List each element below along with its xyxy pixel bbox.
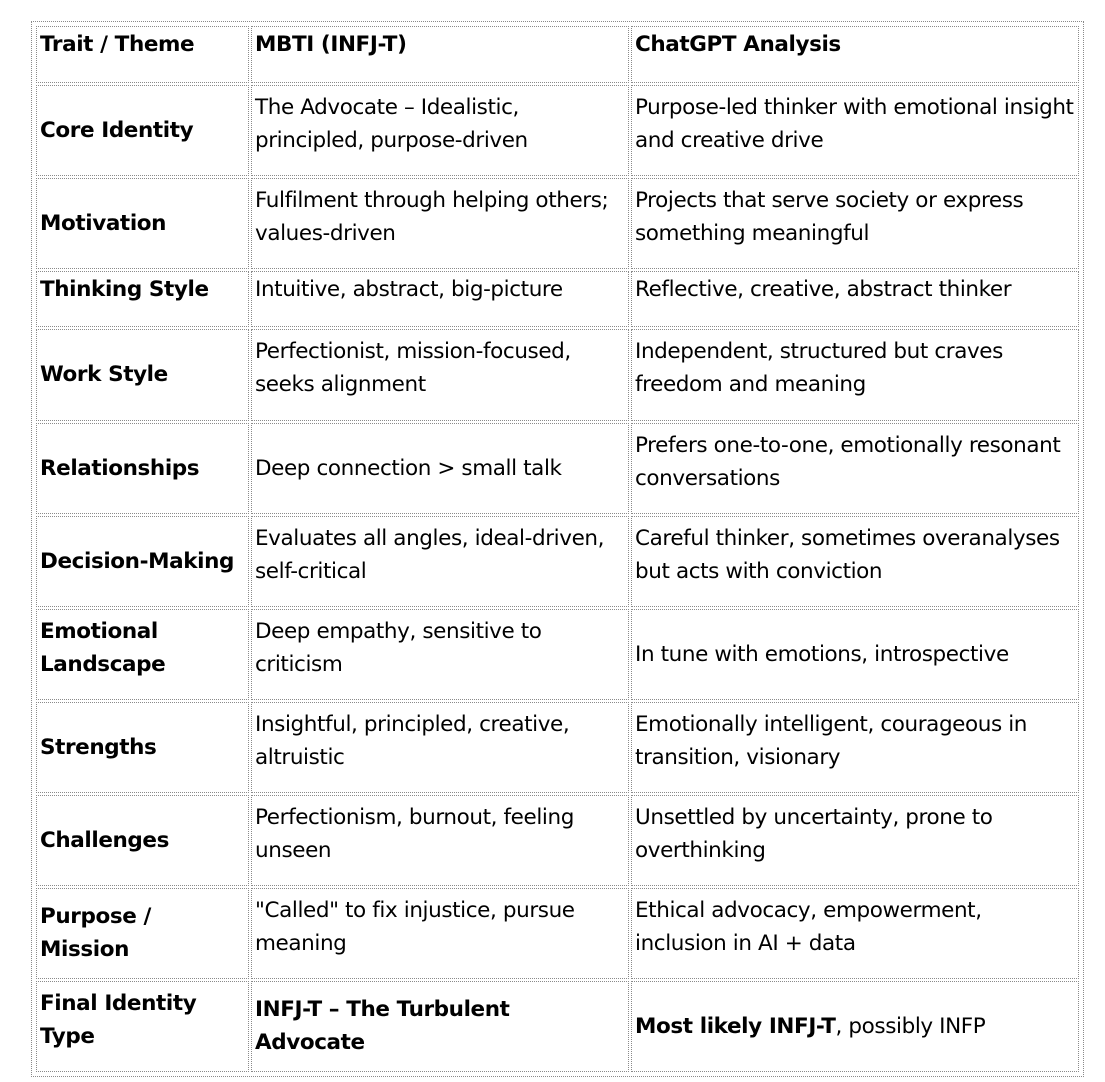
mbti-cell: Intuitive, abstract, big-picture xyxy=(251,271,629,328)
table-row xyxy=(36,85,1079,176)
mbti-cell: Evaluates all angles, ideal-driven, self-critical xyxy=(251,516,629,607)
chatgpt-cell: Ethical advocacy, empowerment, inclusion in AI + data xyxy=(631,888,1079,979)
trait-cell: Purpose / Mission xyxy=(36,888,249,979)
chatgpt-cell: Emotionally intelligent, courageous in transition, visionary xyxy=(631,702,1079,793)
mbti-cell: Fulfilment through helping others; values-driven xyxy=(251,178,629,269)
trait-cell: Decision-Making xyxy=(36,516,249,607)
trait-cell: Strengths xyxy=(36,702,249,793)
table-row xyxy=(36,981,1079,1072)
table-row xyxy=(36,423,1079,514)
chatgpt-cell: Purpose-led thinker with emotional insight and creative drive xyxy=(631,85,1079,176)
comparison-table xyxy=(34,24,1081,1074)
header-cell-mbti: MBTI (INFJ-T) xyxy=(251,26,629,83)
trait-cell: Emotional Landscape xyxy=(36,609,249,700)
mbti-cell: Perfectionism, burnout, feeling unseen xyxy=(251,795,629,886)
table-row xyxy=(36,795,1079,886)
table-row xyxy=(36,178,1079,269)
mbti-cell: INFJ-T – The Turbulent Advocate xyxy=(251,981,629,1072)
chatgpt-cell: Reflective, creative, abstract thinker xyxy=(631,271,1079,328)
chatgpt-cell-rest: , possibly INFP xyxy=(835,1013,986,1039)
chatgpt-cell: Prefers one-to-one, emotionally resonant conversations xyxy=(631,423,1079,514)
mbti-cell: The Advocate – Idealistic, principled, purpose-driven xyxy=(251,85,629,176)
chatgpt-cell: Independent, structured but craves freedom and meaning xyxy=(631,329,1079,420)
trait-cell: Thinking Style xyxy=(36,271,249,328)
trait-cell: Final Identity Type xyxy=(36,981,249,1072)
chatgpt-cell: In tune with emotions, introspective xyxy=(631,609,1079,700)
chatgpt-cell-bold: Most likely INFJ-T xyxy=(635,1013,836,1039)
mbti-cell: Insightful, principled, creative, altruistic xyxy=(251,702,629,793)
trait-cell: Motivation xyxy=(36,178,249,269)
trait-cell: Challenges xyxy=(36,795,249,886)
table-row xyxy=(36,888,1079,979)
trait-cell: Work Style xyxy=(36,329,249,420)
table-row xyxy=(36,329,1079,420)
chatgpt-cell: Unsettled by uncertainty, prone to overthinking xyxy=(631,795,1079,886)
mbti-cell: Perfectionist, mission-focused, seeks alignment xyxy=(251,329,629,420)
table-header-row xyxy=(36,26,1079,83)
trait-cell: Relationships xyxy=(36,423,249,514)
table-row xyxy=(36,516,1079,607)
mbti-cell: "Called" to fix injustice, pursue meaning xyxy=(251,888,629,979)
chatgpt-cell: Careful thinker, sometimes overanalyses but acts with conviction xyxy=(631,516,1079,607)
chatgpt-cell: Projects that serve society or express something meaningful xyxy=(631,178,1079,269)
chatgpt-cell xyxy=(631,981,1079,1072)
mbti-cell: Deep connection > small talk xyxy=(251,423,629,514)
header-cell-chatgpt: ChatGPT Analysis xyxy=(631,26,1079,83)
mbti-cell: Deep empathy, sensitive to criticism xyxy=(251,609,629,700)
trait-cell: Core Identity xyxy=(36,85,249,176)
table-row xyxy=(36,609,1079,700)
comparison-table-frame xyxy=(31,21,1084,1077)
header-cell-trait: Trait / Theme xyxy=(36,26,249,83)
table-row xyxy=(36,702,1079,793)
table-row xyxy=(36,271,1079,328)
